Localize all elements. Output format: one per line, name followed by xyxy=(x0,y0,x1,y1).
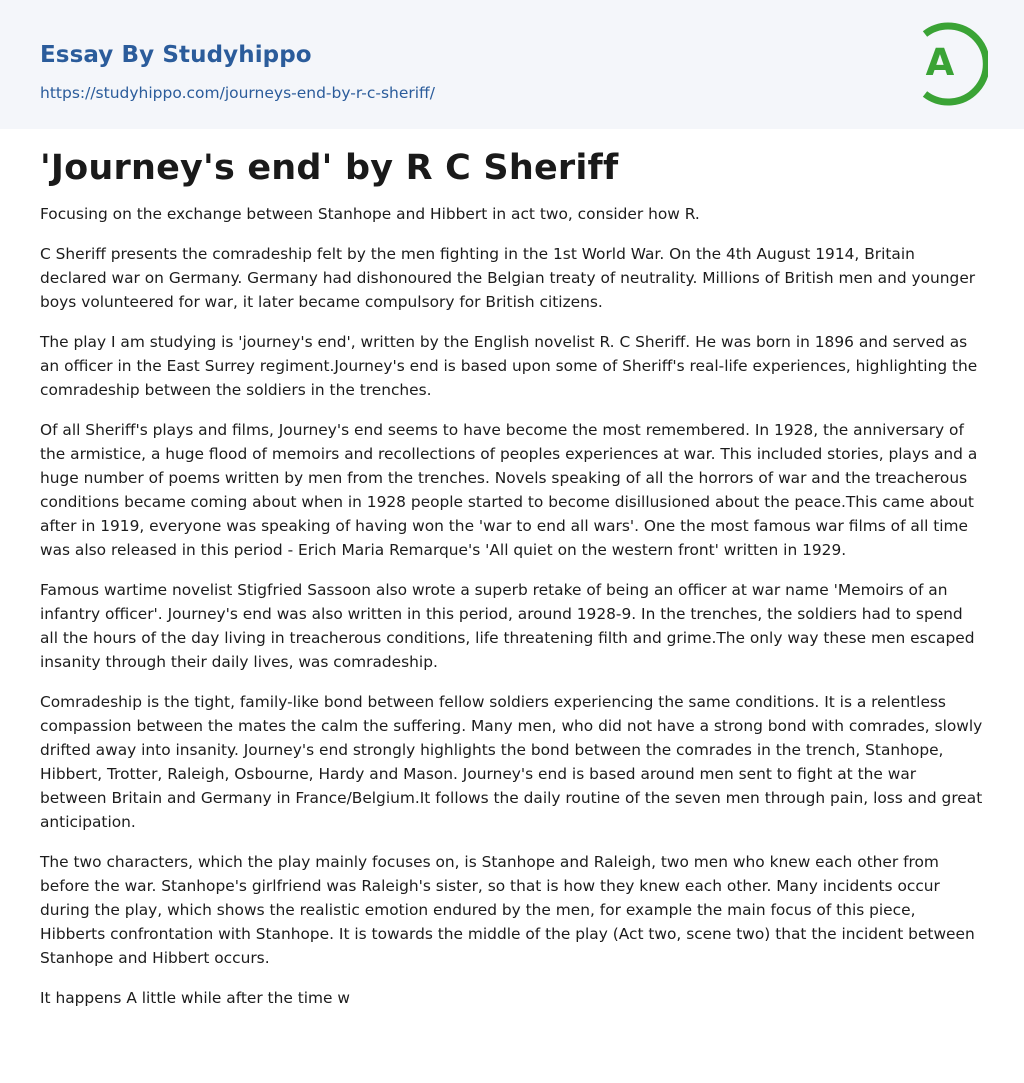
essay-paragraph-truncated: It happens A little while after the time w xyxy=(40,989,350,1007)
brand-title: Essay By Studyhippo xyxy=(40,42,312,68)
essay-paragraph: Of all Sheriff's plays and films, Journey's end seems to have become the most remembered. In 1928, the anniversary of the armistice, a huge flood of memoirs and recollections of peoples experiences at war. This included stories, plays and a huge number of poems written by men from the trenches. Novels speaking of all the horrors of war and the treacherous conditions became coming about when in 1928 people started to become disillusioned about the peace.This came about after in 1919, everyone was speaking of having won the 'war to end all wars'. One the most famous war films of all time was also released in this period - Erich Maria Remarque's 'All quiet on the western front' written in 1929. xyxy=(40,421,978,559)
essay-paragraph: The play I am studying is 'journey's end', written by the English novelist R. C Sheriff. He was born in 1896 and served as an officer in the East Surrey regiment.Journey's end is based upon some of Sheriff's real-life experiences, highlighting the comradeship between the soldiers in the trenches. xyxy=(40,333,978,399)
essay-url-link[interactable]: https://studyhippo.com/journeys-end-by-r-c-sheriff/ xyxy=(40,84,435,102)
essay-paragraph: The two characters, which the play mainly focuses on, is Stanhope and Raleigh, two men who knew each other from before the war. Stanhope's girlfriend was Raleigh's sister, so that is how they knew each other. Many incidents occur during the play, which shows the realistic emotion endured by the men, for example the main focus of this piece, Hibberts confrontation with Stanhope. It is towards the middle of the play (Act two, scene two) that the incident between Stanhope and Hibbert occurs. xyxy=(40,853,975,967)
essay-paragraph: C Sheriff presents the comradeship felt by the men fighting in the 1st World War. On the 4th August 1914, Britain declared war on Germany. Germany had dishonoured the Belgian treaty of neutrality. Millions of British men and younger boys volunteered for war, it later became compulsory for British citizens. xyxy=(40,245,976,311)
studyhippo-logo-icon[interactable] xyxy=(904,18,988,106)
page-title: 'Journey's end' by R C Sheriff xyxy=(40,148,619,188)
essay-paragraph: Famous wartime novelist Stigfried Sassoon also wrote a superb retake of being an officer at war name 'Memoirs of an infantry officer'. Journey's end was also written in this period, around 1928-9. In the trenches, the soldiers had to spend all the hours of the day living in treacherous conditions, life threatening filth and grime.The only way these men escaped insanity through their daily lives, was comradeship. xyxy=(40,581,975,671)
essay-paragraph: Focusing on the exchange between Stanhope and Hibbert in act two, consider how R. xyxy=(40,205,700,223)
logo-letter: A xyxy=(925,41,955,84)
page-header xyxy=(0,0,1024,129)
essay-content xyxy=(40,145,984,1026)
essay-paragraph: Comradeship is the tight, family-like bond between fellow soldiers experiencing the same conditions. It is a relentless compassion between the mates the calm the suffering. Many men, who did not have a strong bond with comrades, slowly drifted away into insanity. Journey's end strongly highlights the bond between the comrades in the trench, Stanhope, Hibbert, Trotter, Raleigh, Osbourne, Hardy and Mason. Journey's end is based around men sent to fight at the war between Britain and Germany in France/Belgium.It follows the daily routine of the seven men through pain, loss and great anticipation. xyxy=(40,693,983,831)
